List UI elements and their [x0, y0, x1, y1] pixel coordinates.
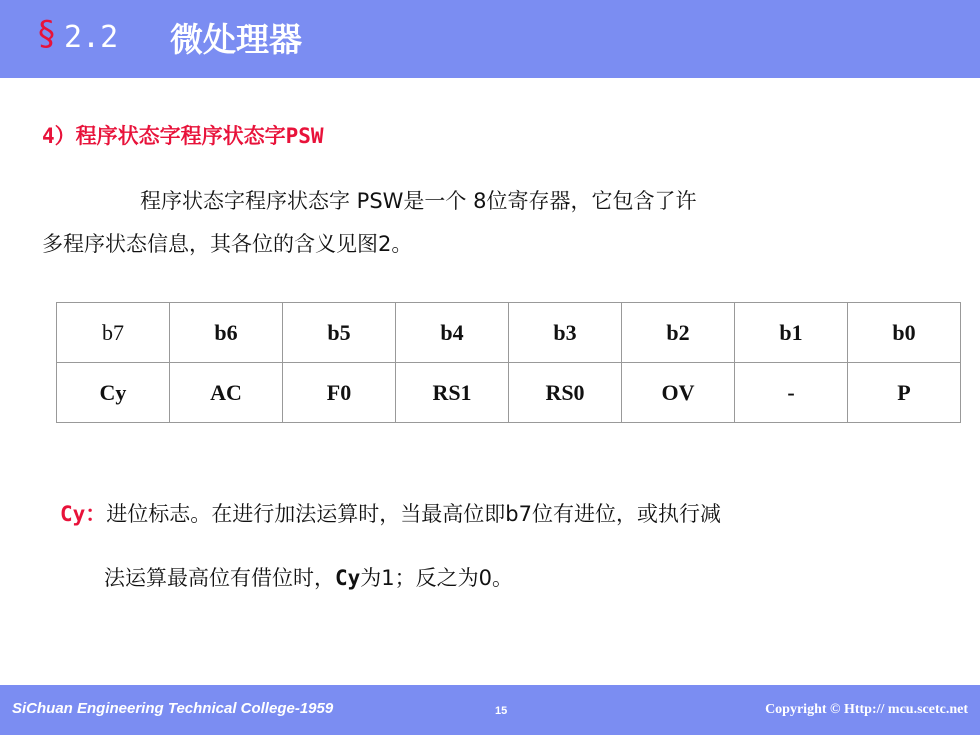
bit-cell-b4: b4: [396, 303, 509, 363]
cy-colon: ：: [85, 502, 107, 526]
paragraph-line-1: 程序状态字程序状态字 PSW是一个 8位寄存器，它包含了许: [140, 189, 697, 213]
title-bar: [0, 0, 980, 78]
flag-cell-rs0: RS0: [509, 363, 622, 423]
cy-line-2: [60, 546, 940, 610]
flag-row: [57, 363, 961, 423]
flag-cell-p: P: [848, 363, 961, 423]
cy-description: [60, 482, 940, 610]
bit-cell-b5: b5: [283, 303, 396, 363]
bit-row: [57, 303, 961, 363]
cy-line-2-a: 法运算最高位有借位时，: [104, 566, 335, 590]
bit-cell-b1: b1: [735, 303, 848, 363]
cy-line-1: [60, 482, 940, 546]
bit-cell-b2: b2: [622, 303, 735, 363]
section-number: 2.2: [64, 20, 119, 55]
flag-cell-unused: -: [735, 363, 848, 423]
page-title: 微处理器: [170, 20, 302, 59]
bit-cell-b7: b7: [57, 303, 170, 363]
page-number: 15: [495, 705, 508, 717]
cy-line-1-text: 进位标志。在进行加法运算时，当最高位即b7位有进位，或执行减: [106, 502, 721, 526]
flag-cell-f0: F0: [283, 363, 396, 423]
cy-inline: Cy: [335, 566, 361, 590]
flag-cell-rs1: RS1: [396, 363, 509, 423]
cy-label: Cy: [60, 502, 86, 526]
section-mark: §: [38, 14, 55, 54]
school-name: SiChuan Engineering Technical College-1959: [12, 700, 334, 717]
flag-cell-cy: Cy: [57, 363, 170, 423]
bit-cell-b0: b0: [848, 303, 961, 363]
intro-paragraph: [42, 180, 902, 266]
subheading: 4）程序状态字程序状态字PSW: [42, 124, 324, 148]
bit-cell-b6: b6: [170, 303, 283, 363]
bit-cell-b3: b3: [509, 303, 622, 363]
cy-line-2-b: 为1；反之为0。: [360, 566, 514, 590]
flag-cell-ac: AC: [170, 363, 283, 423]
psw-bit-table: [56, 302, 961, 423]
paragraph-line-2: 多程序状态信息，其各位的含义见图2。: [42, 232, 413, 256]
flag-cell-ov: OV: [622, 363, 735, 423]
footer-bar: [0, 685, 980, 735]
copyright: Copyright © Http:// mcu.scetc.net: [765, 702, 968, 717]
